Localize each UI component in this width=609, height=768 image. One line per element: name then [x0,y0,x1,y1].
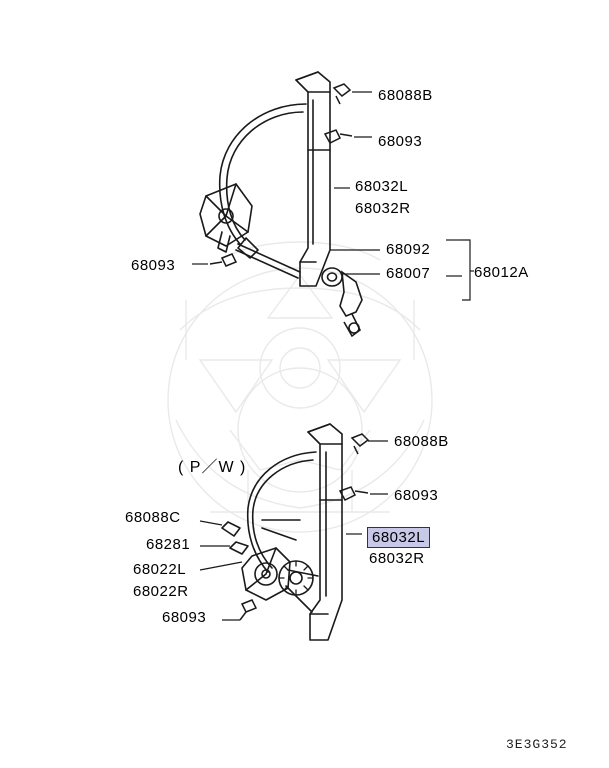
part-label-68281: 68281 [146,536,191,553]
figure-code: 3E3G352 [506,737,568,752]
part-label-68032l-selected[interactable]: 68032L [367,527,430,548]
part-label-68007: 68007 [386,265,431,282]
part-label-68093-top: 68093 [378,133,423,150]
part-label-68022r: 68022R [133,583,189,600]
part-label-68088c: 68088C [125,509,181,526]
part-label-68022l: 68022L [133,561,187,578]
part-label-68093-bottom-left: 68093 [162,609,207,626]
part-label-68088b-bottom: 68088B [394,433,449,450]
window-regulator-manual-assembly [200,72,330,286]
part-label-68032l-top: 68032L [355,178,409,195]
part-label-68093-bottom-right: 68093 [394,487,439,504]
part-label-68092: 68092 [386,241,431,258]
part-label-68012a: 68012A [474,264,529,281]
part-label-68032r-bottom: 68032R [369,550,425,567]
part-label-68032r-top: 68032R [355,200,411,217]
part-label-68088b-top: 68088B [378,87,433,104]
part-label-68093-left: 68093 [131,257,176,274]
window-crank-handle-68007 [322,268,362,336]
power-window-annotation: ( P／W ) [178,459,247,476]
